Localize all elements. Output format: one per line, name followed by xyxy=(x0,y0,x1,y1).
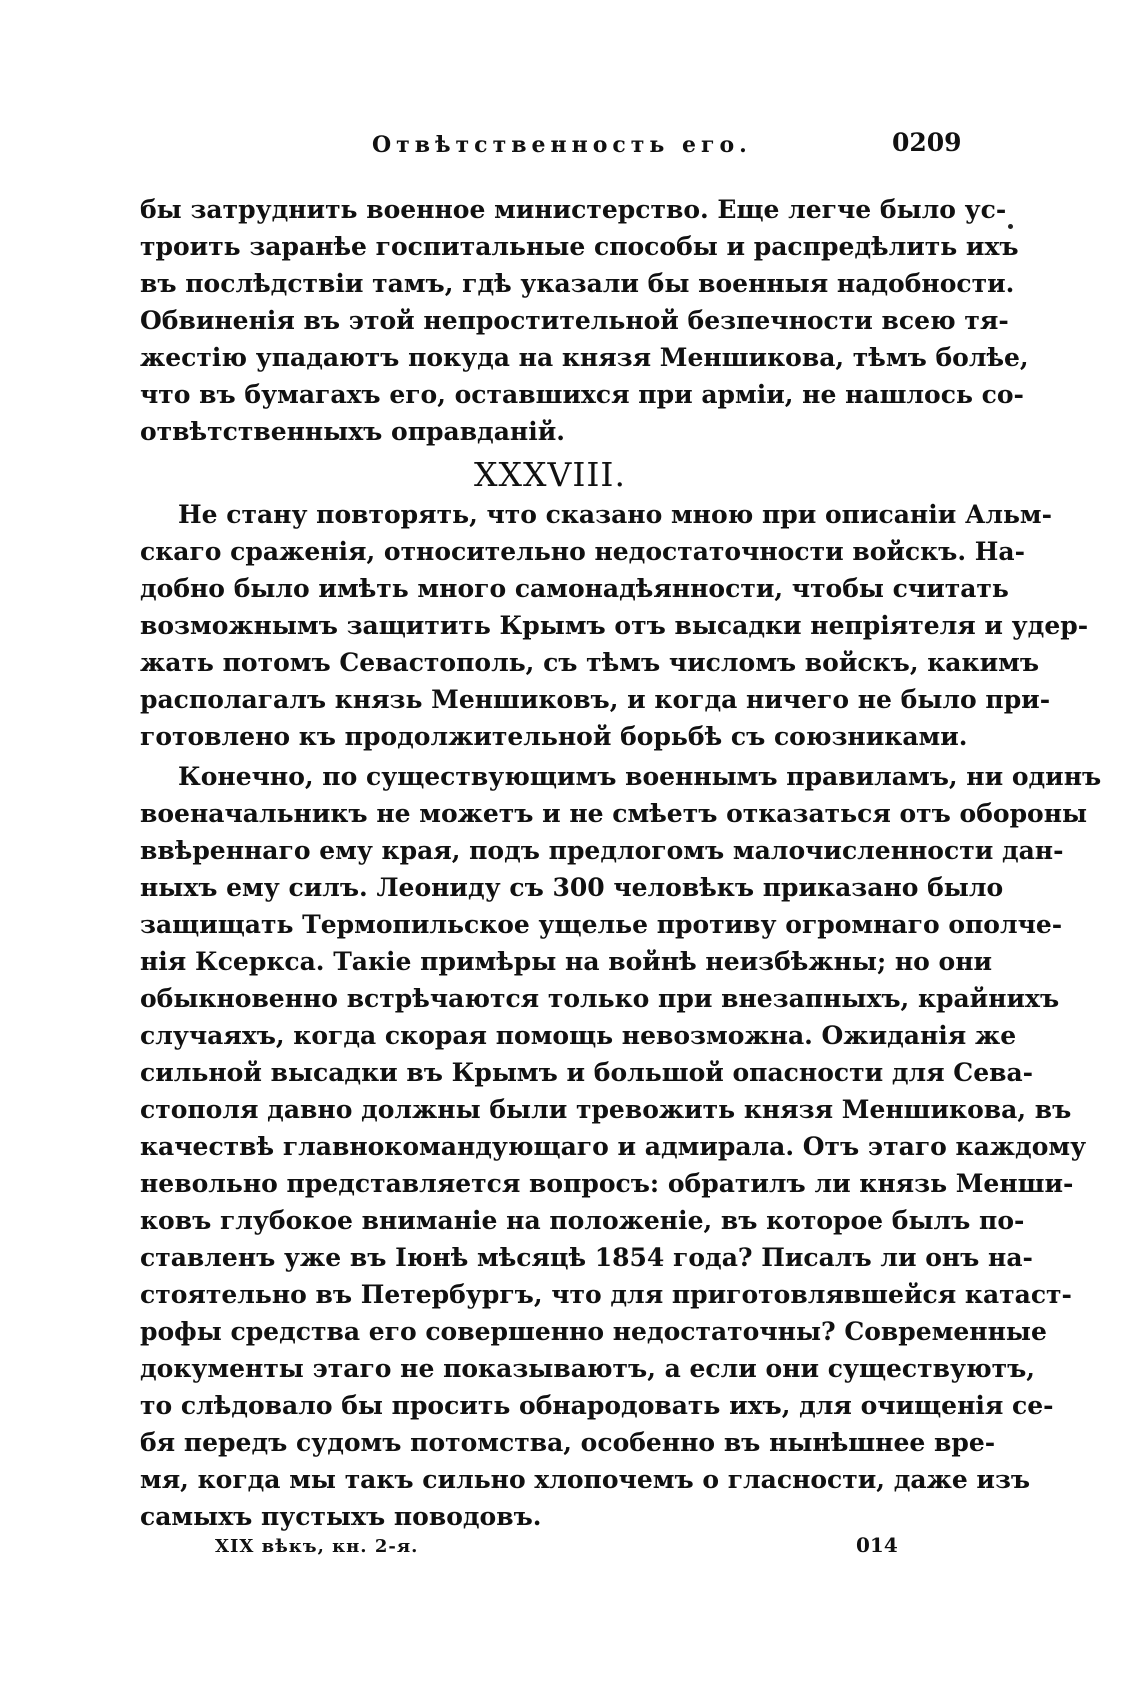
text-line: въ послѣдствіи тамъ, гдѣ указали бы военныя надобности. xyxy=(140,269,1015,298)
text-line: стоятельно въ Петербургъ, что для приготовлявшейся катаст- xyxy=(140,1280,1072,1309)
signature-mark: XIX вѣкъ, кн. 2-я. xyxy=(215,1536,419,1557)
chapter-heading: XXXVIII. xyxy=(474,455,626,494)
text-line: ныхъ ему силъ. Леониду съ 300 человѣкъ приказано было xyxy=(140,873,1004,902)
text-line: ставленъ уже въ Іюнѣ мѣсяцѣ 1854 года? Писалъ ли онъ на- xyxy=(140,1243,1033,1272)
text-line: документы этаго не показываютъ, а если они существуютъ, xyxy=(140,1354,1036,1383)
text-line: защищать Термопильское ущелье противу огромнаго ополче- xyxy=(140,910,1063,939)
text-line: нія Ксеркса. Такіе примѣры на войнѣ неизбѣжны; но они xyxy=(140,947,993,976)
text-line: Обвиненія въ этой непростительной безпечности всею тя- xyxy=(140,306,1009,335)
text-line: военачальникъ не можетъ и не смѣетъ отказаться отъ обороны xyxy=(140,799,1088,828)
text-line: ковъ глубокое вниманіе на положеніе, въ которое былъ по- xyxy=(140,1206,1025,1235)
sheet-number: 014 xyxy=(856,1533,898,1557)
text-line: стополя давно должны были тревожить князя Меншикова, въ xyxy=(140,1095,1072,1124)
text-line: рофы средства его совершенно недостаточны? Современные xyxy=(140,1317,1047,1346)
text-line: самыхъ пустыхъ поводовъ. xyxy=(140,1502,542,1531)
text-line: жестію упадаютъ покуда на князя Меншикова, тѣмъ болѣе, xyxy=(140,343,1029,372)
text-line: Не стану повторять, что сказано мною при описаніи Альм- xyxy=(178,500,1053,529)
text-line: что въ бумагахъ его, оставшихся при арміи, не нашлось со- xyxy=(140,380,1024,409)
text-line: сильной высадки въ Крымъ и большой опасности для Сева- xyxy=(140,1058,1034,1087)
page-number: 0209 xyxy=(892,128,962,157)
print-speck xyxy=(1008,224,1013,229)
text-line: невольно представляется вопросъ: обратилъ ли князь Менши- xyxy=(140,1169,1074,1198)
text-line: скаго сраженія, относительно недостаточности войскъ. На- xyxy=(140,537,1025,566)
text-line: мя, когда мы такъ сильно хлопочемъ о гласности, даже изъ xyxy=(140,1465,1031,1494)
text-line: случаяхъ, когда скорая помощь невозможна. Ожиданія же xyxy=(140,1021,1017,1050)
text-line: отвѣтственныхъ оправданій. xyxy=(140,417,565,446)
text-line: готовлено къ продолжительной борьбѣ съ союзниками. xyxy=(140,722,968,751)
text-line: возможнымъ защитить Крымъ отъ высадки непріятеля и удер- xyxy=(140,611,1089,640)
text-line: троить заранѣе госпитальные способы и распредѣлить ихъ xyxy=(140,232,1019,261)
paragraph-2 xyxy=(140,758,1102,1535)
text-line: бя передъ судомъ потомства, особенно въ нынѣшнее вре- xyxy=(140,1428,996,1457)
running-title: Отвѣтственность его. xyxy=(372,132,752,158)
text-line: добно было имѣть много самонадѣянности, чтобы считать xyxy=(140,574,1009,603)
text-line: бы затруднить военное министерство. Еще легче было ус- xyxy=(140,195,1007,224)
text-line: обыкновенно встрѣчаются только при внезапныхъ, крайнихъ xyxy=(140,984,1060,1013)
continued-paragraph xyxy=(140,191,1029,450)
text-line: ввѣреннаго ему края, подъ предлогомъ малочисленности дан- xyxy=(140,836,1064,865)
text-line: Конечно, по существующимъ военнымъ правиламъ, ни одинъ xyxy=(178,762,1102,791)
paragraph-1 xyxy=(140,496,1089,755)
text-line: то слѣдовало бы просить обнародовать ихъ, для очищенія се- xyxy=(140,1391,1054,1420)
text-line: качествѣ главнокомандующаго и адмирала. Отъ этаго каждому xyxy=(140,1132,1087,1161)
text-line: располагалъ князь Меншиковъ, и когда ничего не было при- xyxy=(140,685,1051,714)
text-line: жать потомъ Севастополь, съ тѣмъ числомъ войскъ, какимъ xyxy=(140,648,1039,677)
